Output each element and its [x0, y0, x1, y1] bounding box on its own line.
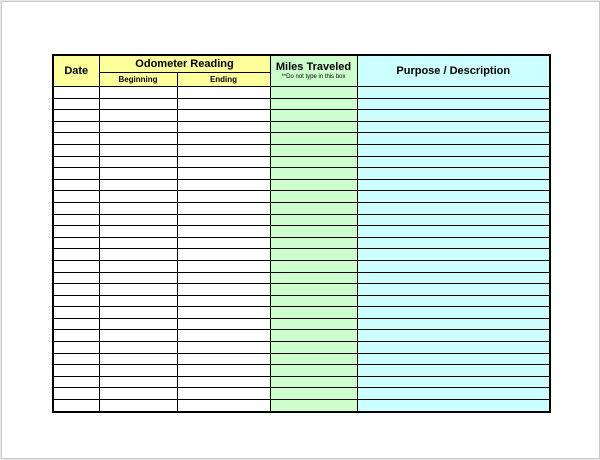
- date-cell[interactable]: [53, 214, 99, 226]
- ending-cell[interactable]: [177, 237, 270, 249]
- purpose-cell[interactable]: [357, 307, 550, 319]
- ending-cell[interactable]: [177, 226, 270, 238]
- ending-cell[interactable]: [177, 121, 270, 133]
- miles-cell: [270, 376, 357, 388]
- table-row: [53, 226, 550, 238]
- purpose-cell[interactable]: [357, 353, 550, 365]
- miles-cell: [270, 318, 357, 330]
- purpose-cell[interactable]: [357, 330, 550, 342]
- miles-cell: [270, 353, 357, 365]
- beginning-cell[interactable]: [99, 249, 177, 261]
- miles-cell: [270, 168, 357, 180]
- beginning-cell[interactable]: [99, 330, 177, 342]
- date-cell[interactable]: [53, 330, 99, 342]
- miles-traveled-header: [270, 55, 357, 87]
- beginning-cell[interactable]: [99, 272, 177, 284]
- date-cell[interactable]: [53, 365, 99, 377]
- ending-cell[interactable]: [177, 376, 270, 388]
- miles-cell: [270, 342, 357, 354]
- purpose-cell[interactable]: [357, 214, 550, 226]
- purpose-cell[interactable]: [357, 110, 550, 122]
- date-cell[interactable]: [53, 110, 99, 122]
- beginning-cell[interactable]: [99, 353, 177, 365]
- miles-traveled-title: Miles Traveled: [275, 61, 352, 73]
- ending-cell[interactable]: [177, 307, 270, 319]
- table-row: [53, 110, 550, 122]
- beginning-cell[interactable]: [99, 144, 177, 156]
- ending-cell[interactable]: [177, 98, 270, 110]
- beginning-header: Beginning: [99, 73, 177, 87]
- ending-cell[interactable]: [177, 202, 270, 214]
- table-row: [53, 202, 550, 214]
- miles-cell: [270, 121, 357, 133]
- purpose-cell[interactable]: [357, 226, 550, 238]
- table-row: [53, 260, 550, 272]
- miles-cell: [270, 110, 357, 122]
- date-cell[interactable]: [53, 191, 99, 203]
- miles-cell: [270, 98, 357, 110]
- date-cell[interactable]: [53, 260, 99, 272]
- table-row: [53, 353, 550, 365]
- table-row: [53, 307, 550, 319]
- date-cell[interactable]: [53, 272, 99, 284]
- ending-cell[interactable]: [177, 191, 270, 203]
- table-row: [53, 191, 550, 203]
- date-cell[interactable]: [53, 87, 99, 99]
- beginning-cell[interactable]: [99, 307, 177, 319]
- beginning-cell[interactable]: [99, 133, 177, 145]
- miles-cell: [270, 388, 357, 400]
- ending-cell[interactable]: [177, 144, 270, 156]
- miles-cell: [270, 295, 357, 307]
- table-row: [53, 388, 550, 400]
- beginning-cell[interactable]: [99, 226, 177, 238]
- ending-cell[interactable]: [177, 168, 270, 180]
- purpose-cell[interactable]: [357, 272, 550, 284]
- ending-cell[interactable]: [177, 87, 270, 99]
- purpose-cell[interactable]: [357, 318, 550, 330]
- table-row: [53, 144, 550, 156]
- miles-cell: [270, 191, 357, 203]
- date-cell[interactable]: [53, 168, 99, 180]
- miles-cell: [270, 284, 357, 296]
- purpose-cell[interactable]: [357, 295, 550, 307]
- table-row: [53, 330, 550, 342]
- purpose-cell[interactable]: [357, 133, 550, 145]
- beginning-cell[interactable]: [99, 191, 177, 203]
- date-cell[interactable]: [53, 376, 99, 388]
- purpose-cell[interactable]: [357, 179, 550, 191]
- ending-cell[interactable]: [177, 295, 270, 307]
- document-page: [1, 1, 600, 459]
- ending-cell[interactable]: [177, 272, 270, 284]
- date-cell[interactable]: [53, 249, 99, 261]
- table-row: [53, 156, 550, 168]
- miles-cell: [270, 144, 357, 156]
- miles-cell: [270, 214, 357, 226]
- beginning-cell[interactable]: [99, 179, 177, 191]
- beginning-cell[interactable]: [99, 87, 177, 99]
- ending-cell[interactable]: [177, 342, 270, 354]
- purpose-cell[interactable]: [357, 98, 550, 110]
- purpose-cell[interactable]: [357, 342, 550, 354]
- ending-cell[interactable]: [177, 284, 270, 296]
- beginning-cell[interactable]: [99, 400, 177, 412]
- purpose-cell[interactable]: [357, 202, 550, 214]
- ending-cell[interactable]: [177, 156, 270, 168]
- table-row: [53, 342, 550, 354]
- miles-cell: [270, 272, 357, 284]
- purpose-cell[interactable]: [357, 87, 550, 99]
- purpose-cell[interactable]: [357, 365, 550, 377]
- date-cell[interactable]: [53, 226, 99, 238]
- beginning-cell[interactable]: [99, 388, 177, 400]
- date-cell[interactable]: [53, 156, 99, 168]
- miles-cell: [270, 249, 357, 261]
- purpose-cell[interactable]: [357, 400, 550, 412]
- ending-cell[interactable]: [177, 179, 270, 191]
- date-cell[interactable]: [53, 318, 99, 330]
- miles-cell: [270, 330, 357, 342]
- table-row: [53, 98, 550, 110]
- beginning-cell[interactable]: [99, 342, 177, 354]
- date-cell[interactable]: [53, 353, 99, 365]
- miles-cell: [270, 226, 357, 238]
- date-cell[interactable]: [53, 144, 99, 156]
- date-cell[interactable]: [53, 179, 99, 191]
- date-cell[interactable]: [53, 342, 99, 354]
- ending-header: Ending: [177, 73, 270, 87]
- date-cell[interactable]: [53, 284, 99, 296]
- miles-cell: [270, 260, 357, 272]
- beginning-cell[interactable]: [99, 284, 177, 296]
- ending-cell[interactable]: [177, 330, 270, 342]
- table-row: [53, 318, 550, 330]
- miles-cell: [270, 237, 357, 249]
- beginning-cell[interactable]: [99, 168, 177, 180]
- table-row: [53, 133, 550, 145]
- beginning-cell[interactable]: [99, 365, 177, 377]
- date-cell[interactable]: [53, 98, 99, 110]
- purpose-cell[interactable]: [357, 388, 550, 400]
- purpose-cell[interactable]: [357, 284, 550, 296]
- miles-cell: [270, 133, 357, 145]
- date-cell[interactable]: [53, 121, 99, 133]
- purpose-cell[interactable]: [357, 249, 550, 261]
- beginning-cell[interactable]: [99, 295, 177, 307]
- purpose-cell[interactable]: [357, 121, 550, 133]
- miles-cell: [270, 202, 357, 214]
- ending-cell[interactable]: [177, 400, 270, 412]
- ending-cell[interactable]: [177, 260, 270, 272]
- table-row: [53, 272, 550, 284]
- purpose-description-header: Purpose / Description: [357, 55, 550, 87]
- table-row: [53, 214, 550, 226]
- purpose-cell[interactable]: [357, 144, 550, 156]
- date-cell[interactable]: [53, 133, 99, 145]
- date-cell[interactable]: [53, 237, 99, 249]
- ending-cell[interactable]: [177, 133, 270, 145]
- mileage-log-table: [52, 54, 551, 413]
- purpose-cell[interactable]: [357, 156, 550, 168]
- ending-cell[interactable]: [177, 110, 270, 122]
- beginning-cell[interactable]: [99, 260, 177, 272]
- beginning-cell[interactable]: [99, 214, 177, 226]
- miles-cell: [270, 400, 357, 412]
- miles-cell: [270, 365, 357, 377]
- table-row: [53, 284, 550, 296]
- table-row: [53, 87, 550, 99]
- log-body: [53, 87, 550, 412]
- beginning-cell[interactable]: [99, 98, 177, 110]
- table-row: [53, 249, 550, 261]
- ending-cell[interactable]: [177, 388, 270, 400]
- purpose-cell[interactable]: [357, 260, 550, 272]
- beginning-cell[interactable]: [99, 318, 177, 330]
- table-row: [53, 237, 550, 249]
- ending-cell[interactable]: [177, 214, 270, 226]
- purpose-cell[interactable]: [357, 168, 550, 180]
- beginning-cell[interactable]: [99, 121, 177, 133]
- ending-cell[interactable]: [177, 318, 270, 330]
- date-cell[interactable]: [53, 307, 99, 319]
- table-row: [53, 295, 550, 307]
- ending-cell[interactable]: [177, 365, 270, 377]
- purpose-cell[interactable]: [357, 191, 550, 203]
- table-row: [53, 365, 550, 377]
- miles-cell: [270, 87, 357, 99]
- date-cell[interactable]: [53, 400, 99, 412]
- date-cell[interactable]: [53, 388, 99, 400]
- miles-traveled-note: **Do not type in this box: [281, 74, 346, 80]
- beginning-cell[interactable]: [99, 156, 177, 168]
- beginning-cell[interactable]: [99, 202, 177, 214]
- miles-cell: [270, 156, 357, 168]
- date-cell[interactable]: [53, 202, 99, 214]
- table-row: [53, 179, 550, 191]
- beginning-cell[interactable]: [99, 110, 177, 122]
- odometer-reading-header: Odometer Reading: [99, 55, 270, 73]
- beginning-cell[interactable]: [99, 237, 177, 249]
- date-header: Date: [53, 55, 99, 87]
- table-row: [53, 168, 550, 180]
- date-cell[interactable]: [53, 295, 99, 307]
- ending-cell[interactable]: [177, 249, 270, 261]
- miles-cell: [270, 179, 357, 191]
- miles-cell: [270, 307, 357, 319]
- beginning-cell[interactable]: [99, 376, 177, 388]
- table-row: [53, 376, 550, 388]
- purpose-cell[interactable]: [357, 237, 550, 249]
- table-row: [53, 121, 550, 133]
- purpose-cell[interactable]: [357, 376, 550, 388]
- table-row: [53, 400, 550, 412]
- ending-cell[interactable]: [177, 353, 270, 365]
